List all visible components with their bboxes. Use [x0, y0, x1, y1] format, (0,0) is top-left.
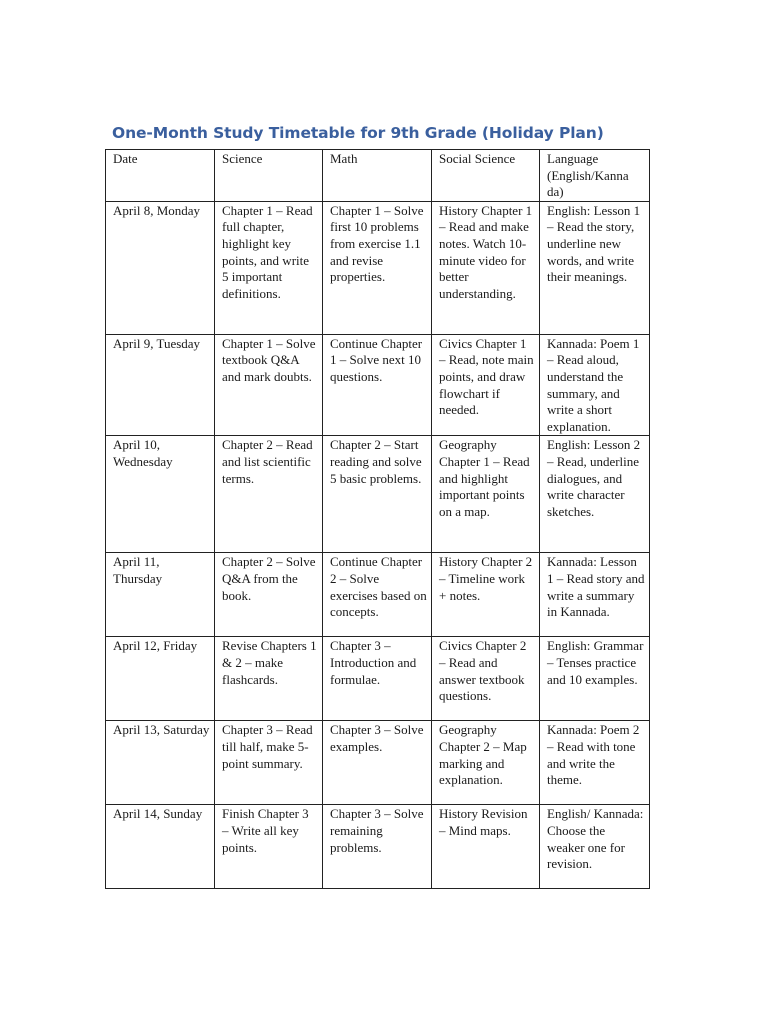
cell-science: Chapter 1 – Read full chapter, highlight key points, and write 5 important definitions. — [215, 201, 323, 334]
cell-language: English: Lesson 2 – Read, underline dialogues, and write character sketches. — [540, 436, 650, 553]
cell-language: English: Grammar – Tenses practice and 10 examples. — [540, 637, 650, 721]
cell-date: April 13, Saturday — [106, 721, 215, 805]
cell-math: Chapter 3 – Solve remaining problems. — [323, 805, 432, 889]
table-row — [106, 805, 650, 889]
cell-language: English: Lesson 1 – Read the story, underline new words, and write their meanings. — [540, 201, 650, 334]
document-title: One-Month Study Timetable for 9th Grade (Holiday Plan) — [112, 124, 604, 142]
cell-social-science: Civics Chapter 2 – Read and answer textbook questions. — [432, 637, 540, 721]
column-header-date: Date — [106, 150, 215, 202]
column-header-language: Language (English/Kanna da) — [540, 150, 650, 202]
cell-math: Continue Chapter 1 – Solve next 10 questions. — [323, 334, 432, 436]
cell-language: Kannada: Lesson 1 – Read story and write a summary in Kannada. — [540, 553, 650, 637]
cell-science: Chapter 2 – Solve Q&A from the book. — [215, 553, 323, 637]
cell-science: Chapter 3 – Read till half, make 5-point summary. — [215, 721, 323, 805]
cell-language: English/ Kannada: Choose the weaker one for revision. — [540, 805, 650, 889]
table-row — [106, 201, 650, 334]
cell-science: Chapter 1 – Solve textbook Q&A and mark doubts. — [215, 334, 323, 436]
cell-math: Chapter 3 – Introduction and formulae. — [323, 637, 432, 721]
cell-date: April 12, Friday — [106, 637, 215, 721]
cell-date: April 14, Sunday — [106, 805, 215, 889]
column-header-math: Math — [323, 150, 432, 202]
cell-math: Chapter 2 – Start reading and solve 5 basic problems. — [323, 436, 432, 553]
table-row — [106, 721, 650, 805]
column-header-social-science: Social Science — [432, 150, 540, 202]
cell-date: April 8, Monday — [106, 201, 215, 334]
cell-social-science: History Chapter 1 – Read and make notes. Watch 10-minute video for better understanding. — [432, 201, 540, 334]
cell-date: April 10, Wednesday — [106, 436, 215, 553]
cell-science: Chapter 2 – Read and list scientific terms. — [215, 436, 323, 553]
cell-science: Finish Chapter 3 – Write all key points. — [215, 805, 323, 889]
cell-language: Kannada: Poem 1 – Read aloud, understand the summary, and write a short explanation. — [540, 334, 650, 436]
cell-social-science: Civics Chapter 1 – Read, note main points, and draw flowchart if needed. — [432, 334, 540, 436]
cell-date: April 11, Thursday — [106, 553, 215, 637]
cell-language: Kannada: Poem 2 – Read with tone and write the theme. — [540, 721, 650, 805]
cell-math: Chapter 3 – Solve examples. — [323, 721, 432, 805]
cell-social-science: Geography Chapter 1 – Read and highlight important points on a map. — [432, 436, 540, 553]
table-header-row — [106, 150, 650, 202]
cell-social-science: Geography Chapter 2 – Map marking and explanation. — [432, 721, 540, 805]
cell-social-science: History Chapter 2 – Timeline work + notes. — [432, 553, 540, 637]
cell-social-science: History Revision – Mind maps. — [432, 805, 540, 889]
cell-date: April 9, Tuesday — [106, 334, 215, 436]
table-row — [106, 553, 650, 637]
cell-science: Revise Chapters 1 & 2 – make flashcards. — [215, 637, 323, 721]
table-row — [106, 334, 650, 436]
table-row — [106, 637, 650, 721]
column-header-science: Science — [215, 150, 323, 202]
cell-math: Continue Chapter 2 – Solve exercises based on concepts. — [323, 553, 432, 637]
study-timetable — [105, 149, 650, 889]
table-row — [106, 436, 650, 553]
cell-math: Chapter 1 – Solve first 10 problems from exercise 1.1 and revise properties. — [323, 201, 432, 334]
